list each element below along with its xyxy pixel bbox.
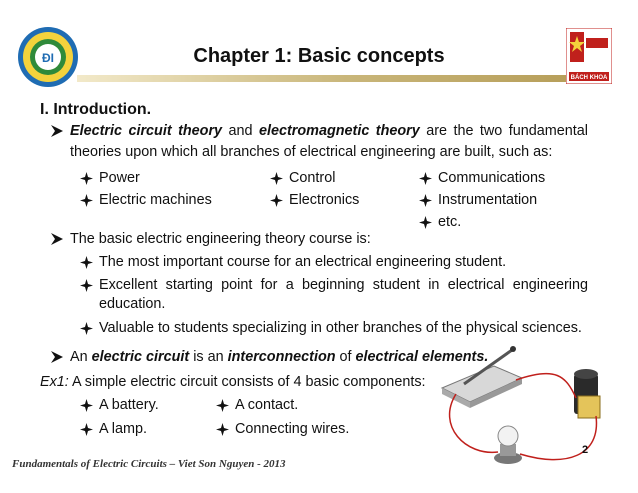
branch-electronics: Electronics — [289, 192, 360, 208]
course-point-starting: Excellent starting point for a beginning student in electrical engineering — [99, 277, 588, 293]
term-interconnection: interconnection — [227, 349, 336, 365]
course-point-starting-cont: education. — [99, 296, 166, 312]
diamond-bullet-icon — [419, 172, 432, 185]
logo-left-text: ĐI — [42, 51, 54, 65]
bullet2-text: The basic electric engineering theory course is: — [70, 231, 371, 247]
bullet1-line1 — [70, 122, 588, 140]
example-label: Ex1: — [40, 374, 69, 390]
branch-control: Control — [289, 170, 336, 186]
diamond-bullet-icon — [80, 322, 93, 335]
switch-knob — [510, 346, 516, 352]
bullet1-rest: are the two fundamental — [419, 123, 588, 139]
arrow-bullet-icon — [50, 124, 64, 138]
component-contact: A contact. — [235, 397, 299, 413]
diamond-bullet-icon — [80, 172, 93, 185]
term-electric-circuit: electric circuit — [91, 349, 190, 365]
diamond-bullet-icon — [270, 172, 283, 185]
bullet1-line2: theories upon which all branches of electrical engineering are built, such as: — [70, 144, 553, 160]
bullet1-and: and — [222, 123, 259, 139]
term-electrical-elements: electrical elements. — [355, 349, 489, 365]
branch-etc: etc. — [438, 214, 462, 230]
arrow-bullet-icon — [50, 350, 64, 364]
component-wires: Connecting wires. — [235, 421, 350, 437]
diamond-bullet-icon — [80, 194, 93, 207]
branch-power: Power — [99, 170, 140, 186]
example-line — [40, 373, 426, 391]
bullet3-pre: An — [70, 349, 92, 365]
slide-header — [0, 0, 638, 92]
bullet3-line — [70, 348, 488, 366]
diamond-bullet-icon — [80, 256, 93, 269]
battery-terminal-block — [578, 396, 600, 418]
diamond-bullet-icon — [216, 423, 229, 436]
course-point-important: The most important course for an electrical engineering student. — [99, 254, 507, 270]
branch-electric-machines: Electric machines — [99, 192, 212, 208]
lamp-bulb — [498, 426, 518, 446]
bullet3-mid1: is an — [189, 349, 228, 365]
diamond-bullet-icon — [216, 399, 229, 412]
diamond-bullet-icon — [270, 194, 283, 207]
branch-instrumentation: Instrumentation — [438, 192, 538, 208]
battery-top — [574, 369, 598, 379]
title-underline — [77, 75, 567, 82]
section-heading: I. Introduction. — [40, 101, 152, 118]
diamond-bullet-icon — [80, 423, 93, 436]
bullet3-mid2: of — [335, 349, 356, 365]
course-point-valuable: Valuable to students specializing in other branches of the physical sciences. — [99, 320, 582, 336]
diamond-bullet-icon — [419, 216, 432, 229]
arrow-bullet-icon — [50, 232, 64, 246]
diamond-bullet-icon — [419, 194, 432, 207]
wire-switch-battery — [516, 374, 576, 398]
component-lamp: A lamp. — [99, 421, 147, 437]
page-number: 2 — [582, 444, 589, 456]
example-text: A simple electric circuit consists of 4 basic components: — [68, 374, 426, 390]
term-circuit-theory: Electric circuit theory — [70, 123, 223, 139]
diamond-bullet-icon — [80, 399, 93, 412]
term-em-theory: electromagnetic theory — [258, 123, 420, 139]
bach-khoa-logo-icon — [566, 28, 612, 84]
slide-footer: Fundamentals of Electric Circuits – Viet Son Nguyen - 2013 — [12, 458, 286, 470]
logo-right-text: BÁCH KHOA — [570, 75, 608, 81]
component-battery: A battery. — [99, 397, 159, 413]
diamond-bullet-icon — [80, 279, 93, 292]
branch-communications: Communications — [438, 170, 546, 186]
slide-title: Chapter 1: Basic concepts — [193, 45, 445, 67]
